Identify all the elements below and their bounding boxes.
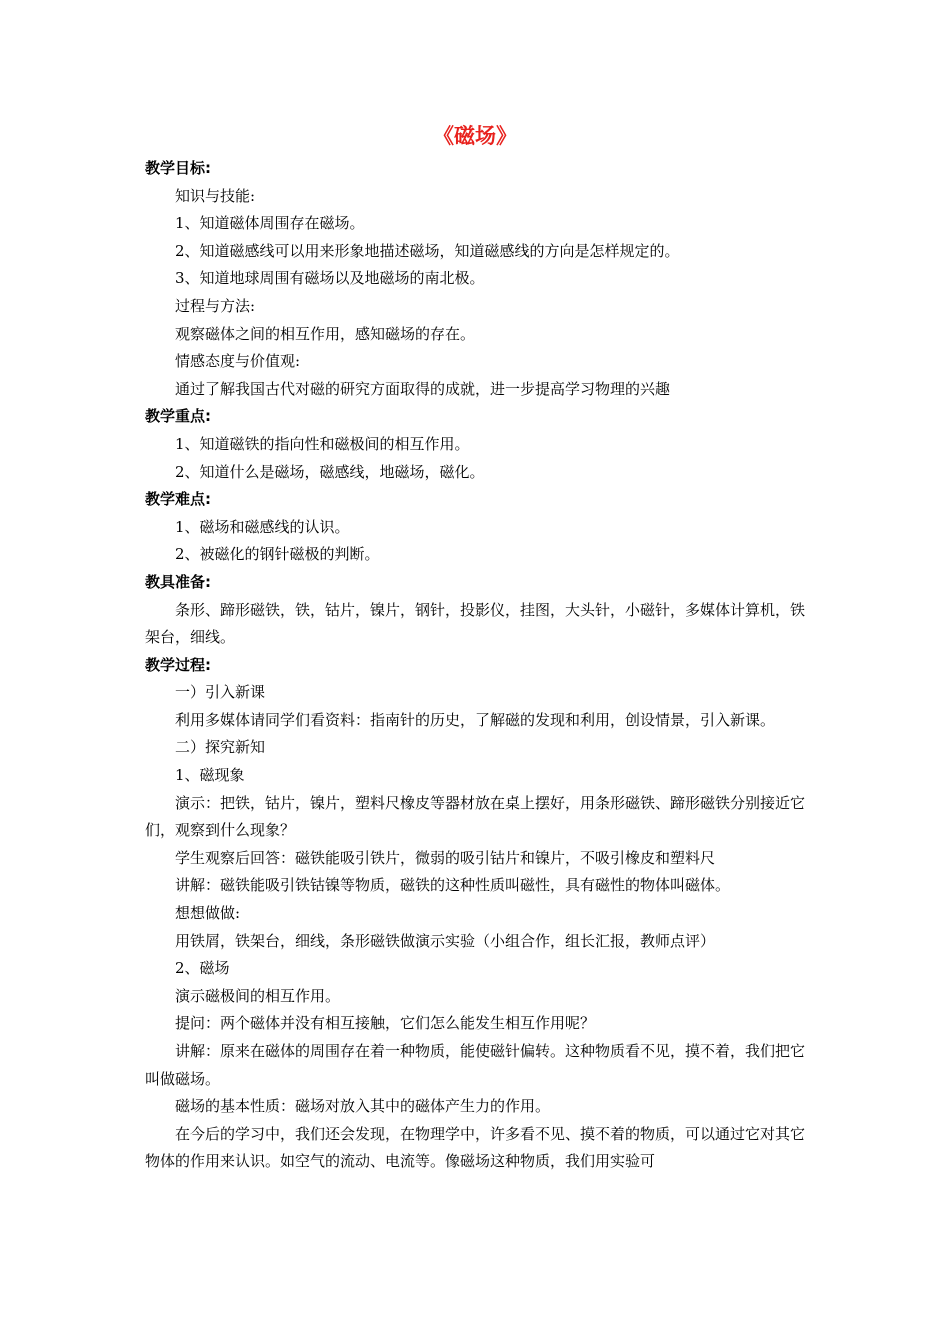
paragraph: 利用多媒体请同学们看资料：指南针的历史，了解磁的发现和利用，创设情景，引入新课。 [175, 710, 776, 729]
paragraph: 1、磁场和磁感线的认识。 [175, 517, 350, 536]
paragraph: 提问：两个磁体并没有相互接触，它们怎么能发生相互作用呢？ [175, 1014, 596, 1033]
document-title: 《磁场》 [433, 123, 517, 148]
paragraph: 1、知道磁体周围存在磁场。 [175, 214, 365, 233]
paragraph: 通过了解我国古代对磁的研究方面取得的成就，进一步提高学习物理的兴趣 [175, 379, 671, 398]
paragraph: 2、知道什么是磁场，磁感线，地磁场，磁化。 [175, 462, 485, 481]
section-heading: 教学目标: [145, 159, 211, 177]
paragraph: 2、被磁化的钢针磁极的判断。 [175, 545, 380, 564]
paragraph: 讲解：原来在磁体的周围存在着一种物质，能使磁针偏转。这种物质看不见，摸不着，我们把它叫做磁场。 [145, 1042, 806, 1088]
paragraph: 磁场的基本性质：磁场对放入其中的磁体产生力的作用。 [175, 1097, 551, 1116]
paragraph: 观察磁体之间的相互作用，感知磁场的存在。 [175, 324, 476, 343]
paragraph: 想想做做: [175, 904, 241, 923]
paragraph: 3、知道地球周围有磁场以及地磁场的南北极。 [175, 269, 485, 288]
paragraph: 2、知道磁感线可以用来形象地描述磁场，知道磁感线的方向是怎样规定的。 [175, 241, 680, 260]
paragraph: 演示：把铁，钴片，镍片，塑料尺橡皮等器材放在桌上摆好，用条形磁铁、蹄形磁铁分别接近它们，观察到什么现象？ [145, 793, 806, 840]
paragraph: 情感态度与价值观: [175, 352, 301, 371]
paragraph: 讲解：磁铁能吸引铁钴镍等物质，磁铁的这种性质叫磁性，具有磁性的物体叫磁体。 [175, 876, 731, 895]
document-body [145, 155, 805, 1176]
paragraph: 一）引入新课 [175, 683, 266, 702]
paragraph: 学生观察后回答：磁铁能吸引铁片，微弱的吸引钴片和镍片，不吸引橡皮和塑料尺 [175, 848, 716, 867]
paragraph: 用铁屑，铁架台，细线，条形磁铁做演示实验（小组合作，组长汇报，教师点评） [175, 931, 716, 950]
section-heading: 教学难点: [145, 490, 211, 509]
section-heading: 教学过程: [145, 655, 211, 674]
paragraph: 条形、蹄形磁铁，铁，钴片，镍片，钢针，投影仪，挂图，大头针，小磁针，多媒体计算机，铁架台，细线。 [145, 600, 806, 647]
paragraph: 在今后的学习中，我们还会发现，在物理学中，许多看不见、摸不着的物质，可以通过它对其它物体的作用来认识。如空气的流动、电流等。像磁场这种物质，我们用实验可 [145, 1124, 806, 1171]
paragraph: 二）探究新知 [175, 738, 266, 757]
section-heading: 教学重点: [145, 407, 211, 426]
paragraph: 过程与方法: [175, 296, 256, 315]
section-heading: 教具准备: [145, 572, 211, 591]
paragraph: 1、磁现象 [175, 766, 245, 785]
paragraph: 1、知道磁铁的指向性和磁极间的相互作用。 [175, 434, 470, 453]
paragraph: 2、磁场 [175, 959, 230, 978]
paragraph: 演示磁极间的相互作用。 [175, 986, 341, 1005]
paragraph: 知识与技能: [175, 186, 256, 205]
